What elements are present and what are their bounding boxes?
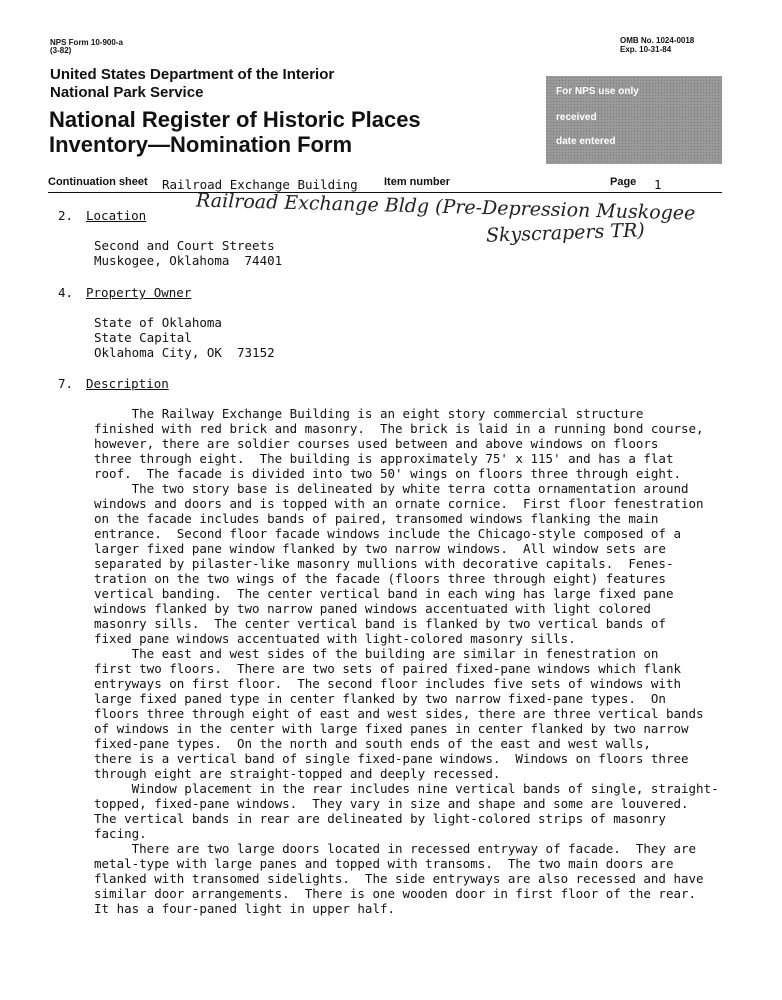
description-line: The Railway Exchange Building is an eight story commercial structure: [94, 406, 644, 421]
description-line: of windows in the center with large fixed panes in center flanked by two narrow: [94, 721, 689, 736]
description-line: larger fixed pane window flanked by two narrow windows. All window sets are: [94, 541, 666, 556]
description-line: fixed-pane types. On the north and south ends of the east and west walls,: [94, 736, 651, 751]
description-line: masonry sills. The center vertical band is flanked by two vertical bands of: [94, 616, 666, 631]
form-date: (3-82): [50, 46, 72, 55]
owner-heading: Property Owner: [86, 285, 192, 300]
description-line: The two story base is delineated by white terra cotta ornamentation around: [94, 481, 689, 496]
handwritten-annotation-line2: Skyscrapers TR): [485, 219, 646, 247]
item-number-label: Item number: [384, 176, 451, 188]
description-line: finished with red brick and masonry. The brick is laid in a running bond course,: [94, 421, 704, 436]
received-label: received: [556, 112, 597, 123]
description-line: roof. The facade is divided into two 50' wings on floors three through eight.: [94, 466, 681, 481]
description-line: entrance. Second floor facade windows include the Chicago-style composed of a: [94, 526, 681, 541]
owner-section-number: 4.: [58, 285, 74, 300]
description-line: facing.: [94, 826, 147, 841]
service-name: National Park Service: [50, 84, 204, 101]
form-title-line1: National Register of Historic Places: [49, 107, 421, 132]
description-line: metal-type with large panes and topped with transoms. The two main doors are: [94, 856, 674, 871]
address-line: Muskogee, Oklahoma 74401: [94, 253, 283, 268]
continuation-sheet-row: [48, 174, 722, 193]
description-line: tration on the two wings of the facade (floors three through eight) features: [94, 571, 666, 586]
description-line: there is a vertical band of single fixed-pane windows. Windows on floors three: [94, 751, 689, 766]
description-line: fixed pane windows accentuated with light-colored masonry sills.: [94, 631, 576, 646]
description-line: Window placement in the rear includes nine vertical bands of single, straight-: [94, 781, 719, 796]
form-title-line2: Inventory—Nomination Form: [49, 132, 353, 157]
description-line: windows flanked by two narrow paned windows accentuated with light colored: [94, 601, 651, 616]
handwritten-annotation-line1: Railroad Exchange Bldg (Pre-Depression Muskogee: [195, 189, 696, 225]
description-line: similar door arrangements. There is one wooden door in first floor of the rear.: [94, 886, 697, 901]
description-line: windows and doors and is topped with an ornate cornice. First floor fenestration: [94, 496, 704, 511]
description-line: first two floors. There are two sets of paired fixed-pane windows which flank: [94, 661, 681, 676]
location-heading: Location: [86, 208, 147, 223]
description-line: through eight are straight-topped and deeply recessed.: [94, 766, 501, 781]
location-section-number: 2.: [58, 208, 74, 223]
department-name: United States Department of the Interior: [50, 66, 335, 83]
description-line: floors three through eight of east and west sides, there are three vertical bands: [94, 706, 704, 721]
location-address: [94, 238, 282, 268]
continuation-sheet-label: Continuation sheet: [48, 176, 148, 188]
description-line: topped, fixed-pane windows. They vary in size and shape and some are louvered.: [94, 796, 689, 811]
owner-line: Oklahoma City, OK 73152: [94, 345, 275, 360]
description-line: The east and west sides of the building are similar in fenestration on: [94, 646, 659, 661]
date-entered-label: date entered: [556, 136, 616, 147]
description-line: vertical banding. The center vertical band in each wing has large fixed pane: [94, 586, 674, 601]
page-label: Page: [610, 176, 637, 188]
owner-line: State of Oklahoma: [94, 315, 222, 330]
page-number: 1: [654, 177, 662, 192]
omb-number: OMB No. 1024-0018: [620, 36, 695, 45]
description-line: entryways on first floor. The second floor includes five sets of windows with: [94, 676, 681, 691]
owner-line: State Capital: [94, 330, 192, 345]
description-body: [94, 406, 719, 916]
description-line: however, there are soldier courses used between and above windows on floors: [94, 436, 659, 451]
description-line: flanked with transomed sidelights. The side entryways are also recessed and have: [94, 871, 704, 886]
description-line: large fixed paned type in center flanked by two narrow fixed-pane types. On: [94, 691, 666, 706]
description-heading: Description: [86, 376, 169, 391]
nps-use-only-label: For NPS use only: [556, 86, 639, 97]
nps-use-only-box: [546, 76, 722, 164]
continuation-sheet-value: Railroad Exchange Building: [162, 177, 358, 192]
expiration-date: Exp. 10-31-84: [620, 45, 672, 54]
description-line: on the facade includes bands of paired, transomed windows flanking the main: [94, 511, 659, 526]
owner-address: [94, 315, 275, 360]
description-line: separated by pilaster-like masonry mullions with decorative capitals. Fenes-: [94, 556, 674, 571]
description-line: three through eight. The building is approximately 75' x 115' and has a flat: [94, 451, 674, 466]
description-line: The vertical bands in rear are delineated by light-colored strips of masonry: [94, 811, 666, 826]
description-line: It has a four-paned light in upper half.: [94, 901, 396, 916]
description-line: There are two large doors located in recessed entryway of facade. They are: [94, 841, 697, 856]
description-section-number: 7.: [58, 376, 74, 391]
form-number: NPS Form 10-900-a: [50, 38, 123, 47]
address-line: Second and Court Streets: [94, 238, 275, 253]
